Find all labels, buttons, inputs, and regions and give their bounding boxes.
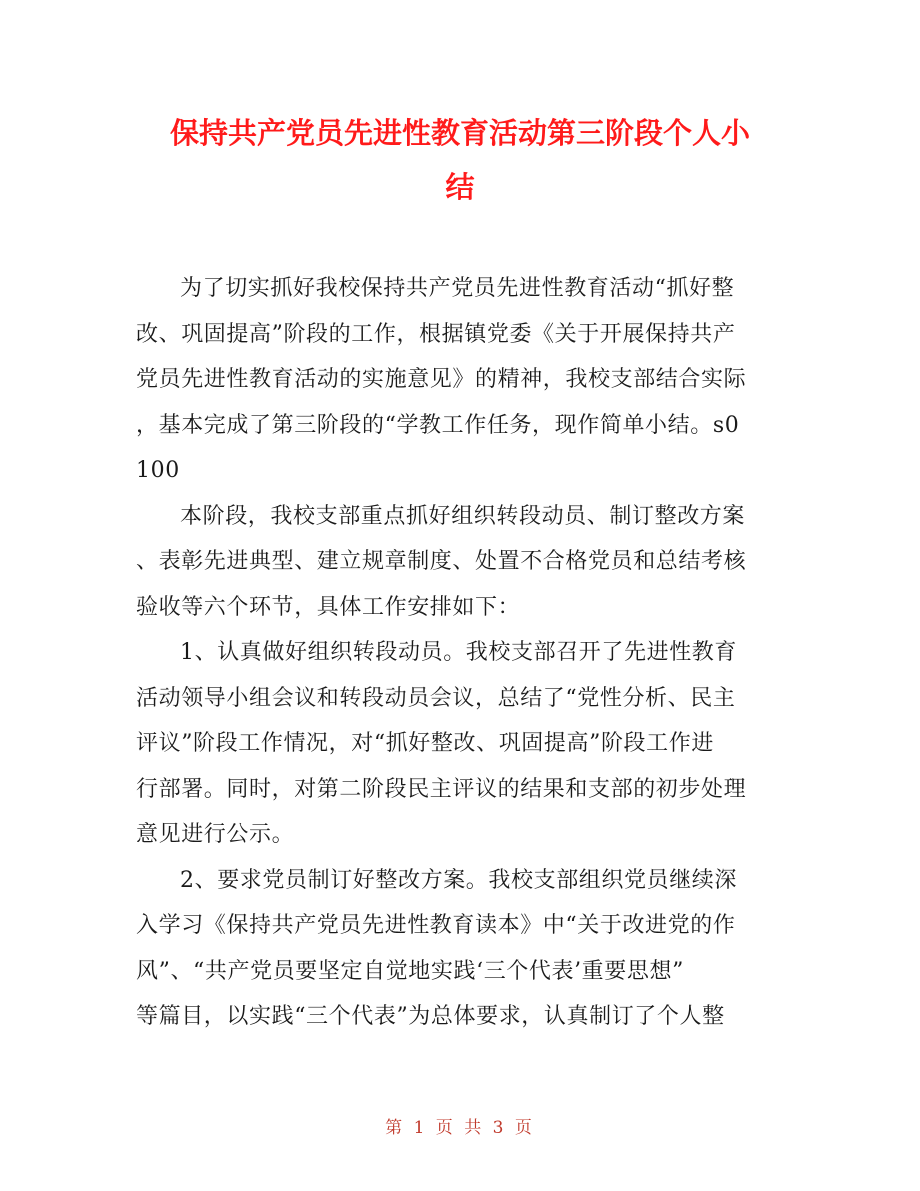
paragraph-line: 党员先进性教育活动的实施意见》的精神，我校支部结合实际	[136, 367, 747, 392]
paragraph-line: 为了切实抓好我校保持共产党员先进性教育活动“抓好整	[180, 276, 735, 301]
paragraph-line: 意见进行公示。	[136, 822, 295, 847]
paragraph-line: 验收等六个环节，具体工作安排如下：	[136, 594, 521, 620]
paragraph-line: 2、要求党员制订好整改方案。我校支部组织党员继续深	[180, 867, 737, 893]
page-number-footer: 第 1 页 共 3 页	[385, 1118, 535, 1138]
document-body	[136, 266, 796, 1040]
paragraph-line: 等篇目，以实践“三个代表”为总体要求，认真制订了个人整	[136, 1004, 725, 1029]
paragraph-line: 100	[136, 458, 180, 483]
paragraph-line: ，基本完成了第三阶段的“学教工作任务，现作简单小结。s0	[136, 412, 740, 438]
title-line-2: 结	[445, 170, 475, 204]
paragraph-line: 改、巩固提高”阶段的工作，根据镇党委《关于开展保持共产	[136, 321, 736, 347]
paragraph-line: 行部署。同时，对第二阶段民主评议的结果和支部的初步处理	[136, 776, 747, 802]
document-title	[130, 106, 790, 214]
paragraph-line: 1、认真做好组织转段动员。我校支部召开了先进性教育	[180, 640, 737, 665]
paragraph-line: 风”、“共产党员要坚定自觉地实践‘三个代表’重要思想”	[136, 958, 684, 984]
paragraph-line: 入学习《保持共产党员先进性教育读本》中“关于改进党的作	[136, 913, 736, 938]
paragraph-line: 活动领导小组会议和转段动员会议，总结了“党性分析、民主	[136, 685, 736, 711]
paragraph-line: 评议”阶段工作情况，对“抓好整改、巩固提高”阶段工作进	[136, 731, 714, 756]
title-line-1: 保持共产党员先进性教育活动第三阶段个人小	[169, 116, 750, 150]
paragraph-line: 、表彰先进典型、建立规章制度、处置不合格党员和总结考核	[136, 549, 747, 574]
paragraph-line: 本阶段，我校支部重点抓好组织转段动员、制订整改方案	[180, 503, 746, 529]
